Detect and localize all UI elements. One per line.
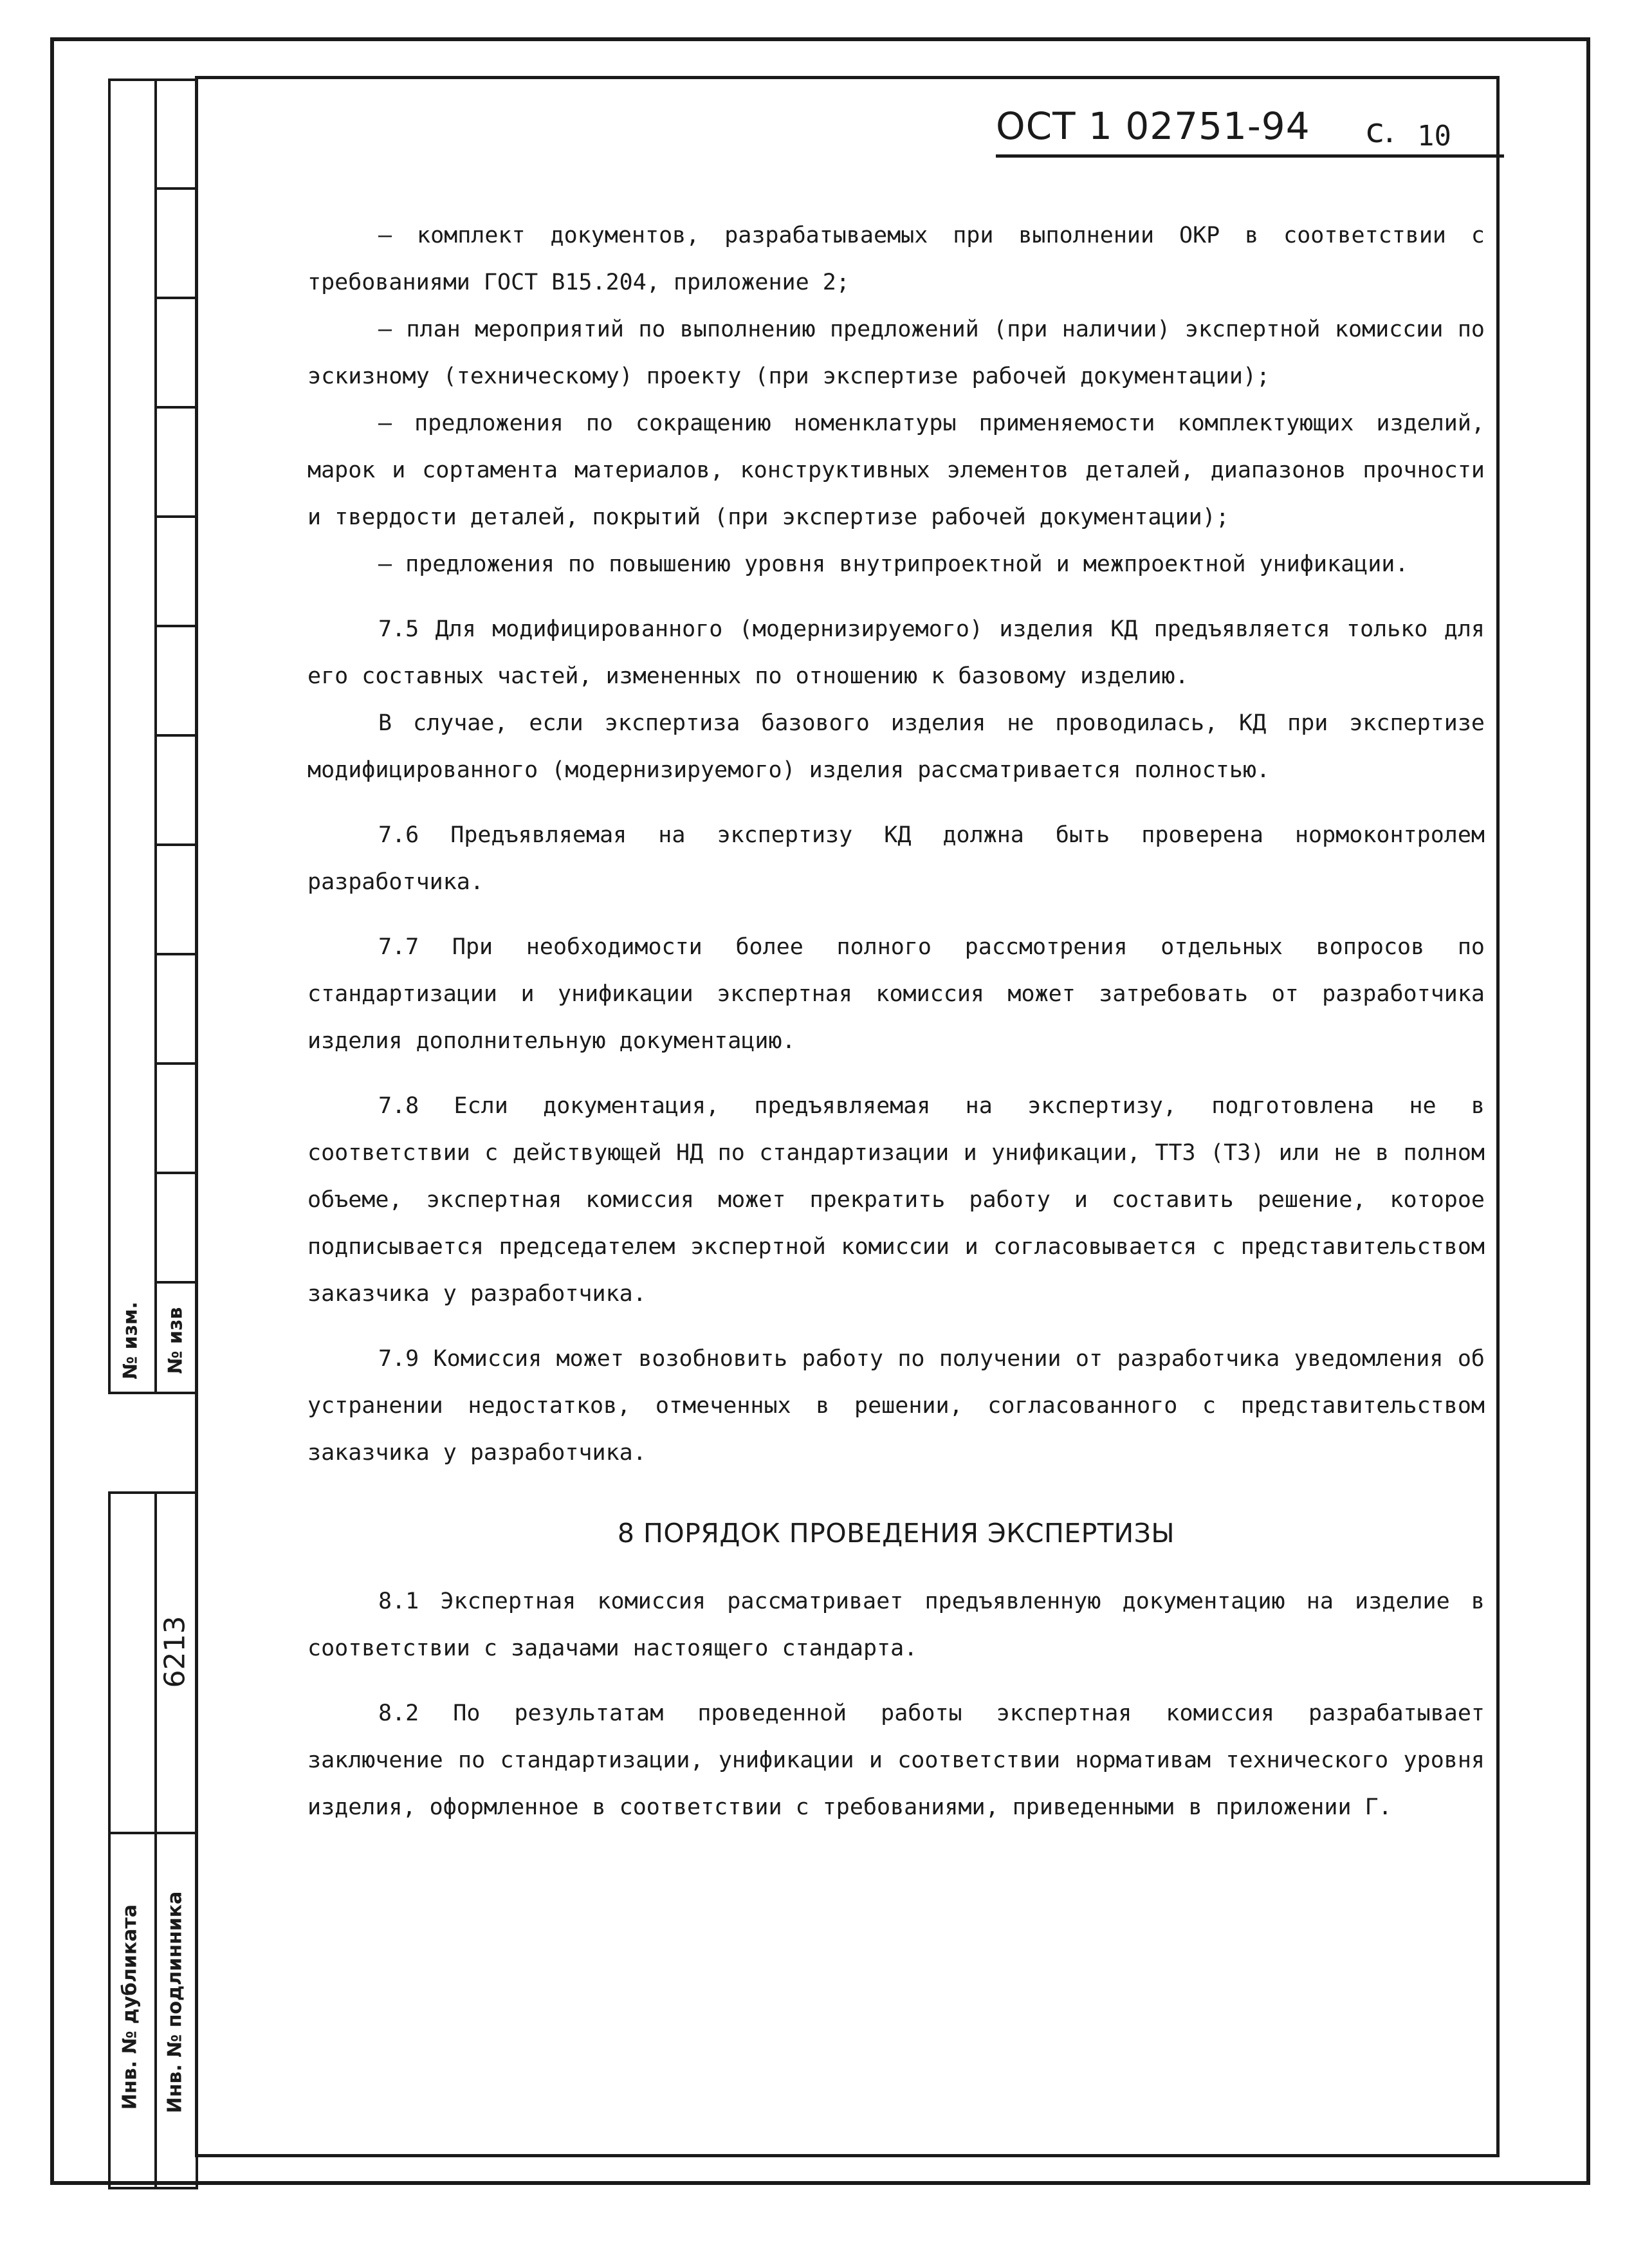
izm-label: № изм.	[119, 1302, 142, 1379]
list-item: – предложения по сокращению номенклатуры применяемости комплектующих изделий, марок и сортамента материалов, конструктивных элементов деталей, диапазонов прочности и твердости деталей, покрытий (при экспертизе рабочей документации);	[307, 410, 1485, 530]
list-item: – комплект документов, разрабатываемых при выполнении ОКР в соответствии с требованиями ГОСТ В15.204, приложение 2;	[307, 223, 1485, 295]
inventory-number: 6213	[158, 1616, 192, 1688]
strip-divider	[154, 1494, 157, 2187]
list-item: – план мероприятий по выполнению предложений (при наличии) экспертной комиссии по эскизному (техническому) проекту (при экспертизе рабочей документации);	[307, 317, 1485, 389]
izv-label: № изв	[164, 1307, 187, 1374]
paragraph-8-1: 8.1 Экспертная комиссия рассматривает предъявленную документацию на изделие в соответствии с задачами настоящего стандарта.	[307, 1589, 1485, 1661]
strip-cell-line	[154, 1281, 196, 1284]
strip-cell-line	[154, 1062, 196, 1065]
strip-cell-line	[154, 406, 196, 409]
dublikata-label: Инв. № дубликата	[118, 1904, 142, 2110]
strip-cell-line	[154, 843, 196, 846]
paragraph-7-7: 7.7 При необходимости более полного рассмотрения отдельных вопросов по стандартизации и унификации экспертная комиссия может затребовать от разработчика изделия дополнительную документацию.	[307, 934, 1485, 1054]
list-item: – предложения по повышению уровня внутрипроектной и межпроектной унификации.	[378, 551, 1409, 577]
page-header	[996, 103, 1504, 158]
podlinnika-label: Инв. № подлинника	[163, 1891, 187, 2114]
page-number: 10	[1417, 120, 1451, 152]
paragraph-8-2: 8.2 По результатам проведенной работы экспертная комиссия разрабатывает заключение по стандартизации, унификации и соответствии нормативам технического уровня изделия, оформленное в соответствии с требованиями, приведенными в приложении Г.	[307, 1700, 1485, 1820]
strip-cell-line	[154, 734, 196, 737]
revision-strip	[108, 78, 198, 1394]
paragraph-7-9: 7.9 Комиссия может возобновить работу по получении от разработчика уведомления об устранении недостатков, отмеченных в решении, согласованного с представительством заказчика у разработчика.	[307, 1346, 1485, 1466]
strip-cell-line	[111, 1832, 196, 1834]
strip-cell-line	[154, 297, 196, 299]
inventory-strip	[108, 1491, 198, 2189]
page-label: с.	[1366, 112, 1395, 151]
strip-cell-line	[154, 1172, 196, 1174]
paragraph-7-6: 7.6 Предъявляемая на экспертизу КД должна быть проверена нормоконтролем разработчика.	[307, 822, 1485, 895]
strip-cell-line	[154, 187, 196, 190]
paragraph-7-5-cont: В случае, если экспертиза базового изделия не проводилась, КД при экспертизе модифицированного (модернизируемого) изделия рассматривается полностью.	[307, 710, 1485, 783]
strip-cell-line	[154, 625, 196, 627]
paragraph-7-8: 7.8 Если документация, предъявляемая на экспертизу, подготовлена не в соответствии с действующей НД по стандартизации и унификации, ТТЗ (ТЗ) или не в полном объеме, экспертная комиссия может прекратить работу и составить решение, которое подписывается председателем экспертной комиссии и согласовывается с представительством заказчика у разработчика.	[307, 1093, 1485, 1307]
paragraph-7-5: 7.5 Для модифицированного (модернизируемого) изделия КД предъявляется только для его составных частей, измененных по отношению к базовому изделию.	[307, 616, 1485, 689]
strip-cell-line	[154, 953, 196, 955]
document-code: ОСТ 1 02751-94	[996, 104, 1310, 148]
document-body	[307, 212, 1485, 1849]
section-heading: 8 ПОРЯДОК ПРОВЕДЕНИЯ ЭКСПЕРТИЗЫ	[617, 1518, 1175, 1549]
strip-cell-line	[154, 515, 196, 518]
